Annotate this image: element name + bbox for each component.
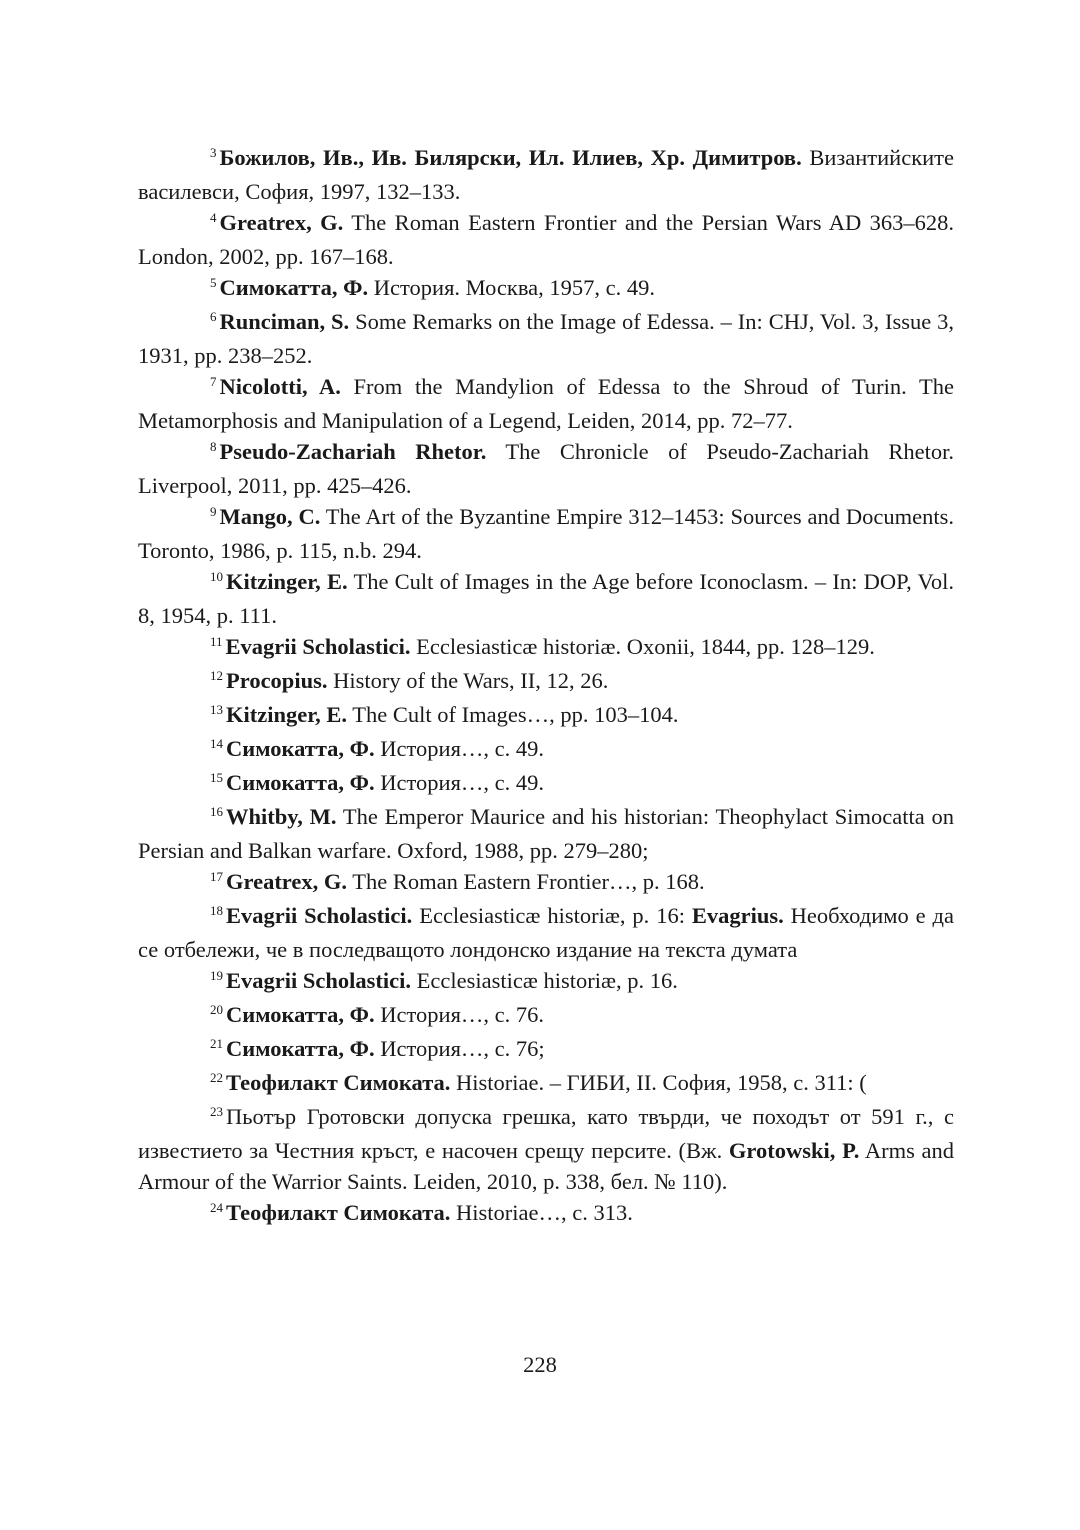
footnote: $^{24}$ Теофилакт Симоката. Historiae…, с. 313. <box>210 1200 633 1225</box>
footnote: $^9$ Mango, C. The Art of the Byzantine Empire 312–1453: Sources and Documents. Toronto, 1986, p. 115, n.b. 294. <box>138 504 954 563</box>
footnote: $^8$ Pseudo-Zachariah Rhetor. The Chronicle of Pseudo-Zachariah Rhetor. Liverpool, 2011, pp. 425–426. <box>138 439 954 498</box>
footnote: $^{17}$ Greatrex, G. The Roman Eastern Frontier…, p. 168. <box>210 869 705 894</box>
footnote: $^{19}$ Evagrii Scholastici. Ecclesiasticæ historiæ, p. 16. <box>210 968 678 993</box>
footnote: $^{12}$ Procopius. History of the Wars, II, 12, 26. <box>210 668 609 693</box>
footnote <box>138 1265 954 1299</box>
footnote: $^{16}$ Whitby, M. The Emperor Maurice and his historian: Theophylact Simocatta on Persian and Balkan warfare. Oxford, 1988, pp. 279–280; <box>138 804 954 863</box>
footnote: $^{15}$ Симокатта, Ф. История…, с. 49. <box>210 770 545 795</box>
footnote: $^{22}$ Теофилакт Симоката. Historiae. – ГИБИ, II. София, 1958, с. 311: ( <box>210 1070 867 1095</box>
footnote: $^{18}$ Evagrii Scholastici. Ecclesiasticæ historiæ, p. 16: Evagrius. Необходимо е да се отбележи, че в последващото лондонско издание на текста думата <box>138 903 954 962</box>
footnote: $^6$ Runciman, S. Some Remarks on the Image of Edessa. – In: CHJ, Vol. 3, Issue 3, 1931, pp. 238–252. <box>138 309 954 368</box>
footnote: $^5$ Симокатта, Ф. История. Москва, 1957, с. 49. <box>210 275 656 300</box>
footnote: $^3$ Божилов, Ив., Ив. Билярски, Ил. Илиев, Хр. Димитров. Византийските василевси, София, 1997, 132–133. <box>138 145 954 204</box>
footnote: $^4$ Greatrex, G. The Roman Eastern Frontier and the Persian Wars AD 363–628. London, 2002, pp. 167–168. <box>138 210 954 269</box>
footnote <box>138 1231 954 1265</box>
footnote: $^{10}$ Kitzinger, E. The Cult of Images in the Age before Iconoclasm. – In: DOP, Vol. 8, 1954, p. 111. <box>138 569 955 628</box>
footnotes-block <box>138 142 954 1299</box>
footnote: $^{14}$ Симокатта, Ф. История…, с. 49. <box>210 736 545 761</box>
page-number: 228 <box>523 1352 557 1377</box>
footnote: $^{23}$ Пьотър Гротовски допуска грешка, като твърди, че походът от 591 г., с известието за Честния кръст, е насочен срещу персите. (Вж. Grotowski, P. Arms and Armour of the Warrior Saints. Leiden, 2010, p. 338, бел. № 110). <box>138 1104 954 1194</box>
footnote: $^{13}$ Kitzinger, E. The Cult of Images…, pp. 103–104. <box>210 702 679 727</box>
footnote: $^{21}$ Симокатта, Ф. История…, с. 76; <box>210 1036 545 1061</box>
footnote: $^{20}$ Симокатта, Ф. История…, с. 76. <box>210 1002 545 1027</box>
footnote: $^7$ Nicolotti, A. From the Mandylion of Edessa to the Shroud of Turin. The Metamorphosis and Manipulation of a Legend, Leiden, 2014, pp. 72–77. <box>138 374 954 433</box>
footnote: $^{11}$ Evagrii Scholastici. Ecclesiasticæ historiæ. Oxonii, 1844, pp. 128–129. <box>210 634 875 659</box>
